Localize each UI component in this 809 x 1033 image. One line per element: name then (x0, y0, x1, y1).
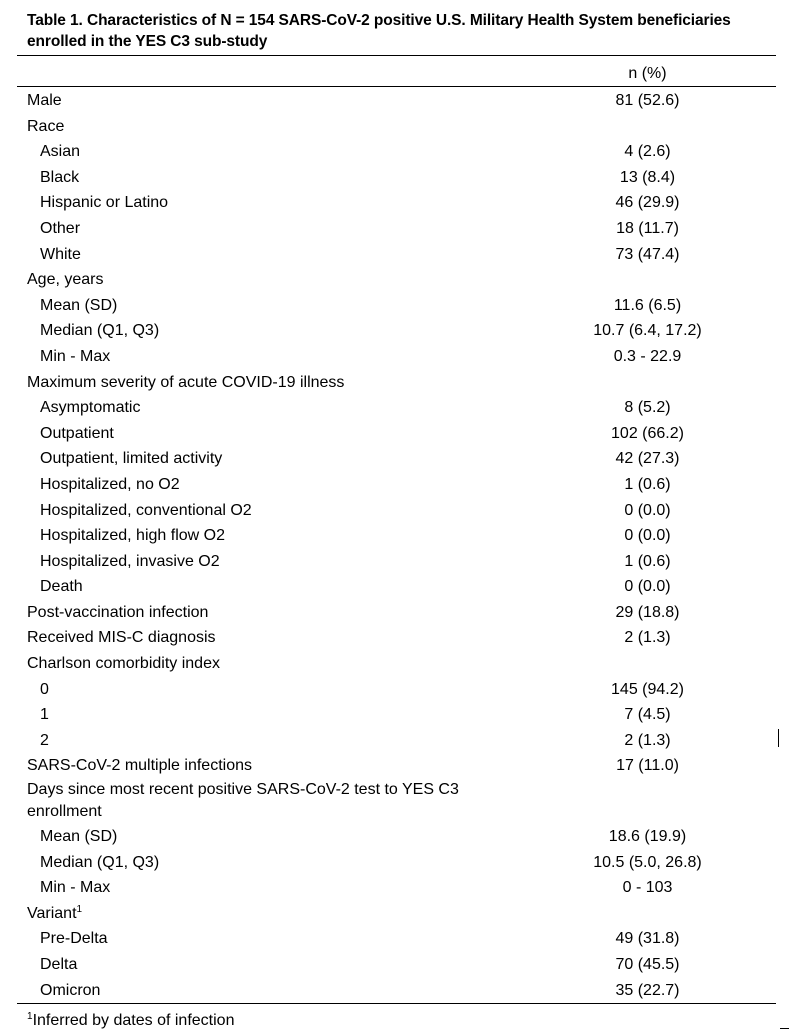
bottom-rule (17, 1003, 776, 1004)
row-label: Hospitalized, no O2 (40, 475, 180, 493)
row-label: Days since most recent positive SARS-CoV-2 test to YES C3 enrollment (27, 781, 459, 821)
table-row (17, 779, 777, 824)
row-value: 0 (0.0) (624, 578, 671, 596)
row-label: Death (40, 578, 83, 596)
table-footnote (27, 1011, 234, 1031)
row-label: White (40, 245, 81, 263)
table-row (17, 523, 777, 549)
text-cursor (778, 729, 779, 747)
table-row (17, 114, 777, 140)
row-label: Race (27, 117, 65, 135)
row-value: 102 (66.2) (611, 424, 684, 442)
table-row (17, 728, 777, 754)
table-row (17, 651, 777, 677)
row-label: Hospitalized, conventional O2 (40, 501, 252, 519)
table-row (17, 242, 777, 268)
row-value: 0.3 - 22.9 (613, 347, 682, 365)
corner-mark (780, 1028, 789, 1029)
table-row (17, 165, 777, 191)
row-label: Outpatient (40, 424, 114, 442)
row-label: Post-vaccination infection (27, 603, 209, 621)
table-row (17, 216, 777, 242)
table-row (17, 574, 777, 600)
table-row (17, 549, 777, 575)
row-label: Hispanic or Latino (40, 194, 169, 212)
table-row (17, 267, 777, 293)
row-label: Male (27, 92, 62, 109)
row-label: Age, years (27, 271, 104, 289)
row-label: Delta (40, 956, 78, 973)
table-row (17, 978, 777, 1004)
table-row (17, 901, 777, 927)
row-value: 0 - 103 (622, 879, 673, 897)
top-rule (17, 55, 776, 56)
row-label: 2 (40, 731, 49, 749)
table-row (17, 395, 777, 421)
table-row (17, 625, 777, 651)
table-title: Table 1. Characteristics of N = 154 SARS-CoV-2 positive U.S. Military Health System beneficiaries enrolled in the YES C3 sub-study (27, 12, 731, 50)
footnote-marker: 1 (76, 903, 83, 915)
row-value: 2 (1.3) (624, 731, 671, 749)
row-value: 35 (22.7) (615, 981, 680, 999)
header-rule (17, 86, 776, 87)
row-label: Maximum severity of acute COVID-19 illness (27, 373, 345, 391)
table-row (17, 926, 777, 952)
table-row (17, 677, 777, 703)
table-row (17, 498, 777, 524)
table-row (17, 824, 777, 850)
row-value: 13 (8.4) (619, 168, 676, 186)
footnote-marker: 1 (27, 1011, 33, 1022)
table-row (17, 318, 777, 344)
table-row (17, 344, 777, 370)
table-row (17, 421, 777, 447)
table-row (17, 952, 777, 978)
row-label: Pre-Delta (40, 930, 108, 948)
table-row (17, 293, 777, 319)
row-label: Min - Max (40, 347, 111, 365)
row-value: 73 (47.4) (615, 245, 680, 263)
row-value: 46 (29.9) (615, 194, 680, 212)
row-value: 11.6 (6.5) (613, 296, 682, 314)
row-value: 10.5 (5.0, 26.8) (593, 853, 702, 871)
row-label: Outpatient, limited activity (40, 450, 223, 468)
row-value: 17 (11.0) (616, 757, 679, 775)
row-value: 29 (18.8) (615, 603, 680, 621)
row-label: 0 (40, 680, 49, 698)
row-value: 2 (1.3) (624, 629, 671, 647)
row-label: Charlson comorbidity index (27, 655, 220, 673)
row-value: 81 (52.6) (615, 92, 680, 109)
row-value: 49 (31.8) (615, 930, 680, 948)
row-label: Min - Max (40, 879, 111, 897)
row-label: Omicron (40, 981, 101, 999)
row-label: Hospitalized, invasive O2 (40, 552, 220, 570)
row-label: Other (40, 219, 81, 237)
row-label: Black (40, 168, 80, 186)
row-value: 4 (2.6) (624, 143, 671, 161)
row-value: 0 (0.0) (624, 527, 671, 545)
row-value: 7 (4.5) (624, 706, 671, 724)
table-row (17, 370, 777, 396)
table-row (17, 472, 777, 498)
table-row (17, 446, 777, 472)
row-value: 8 (5.2) (624, 399, 671, 417)
table-row (17, 88, 777, 114)
row-value: 18.6 (19.9) (608, 828, 687, 846)
row-value: 1 (0.6) (624, 475, 671, 493)
table-row (17, 875, 777, 901)
row-label: Mean (SD) (40, 296, 118, 314)
variant-label-text: Variant (27, 904, 77, 922)
row-label: Mean (SD) (40, 828, 118, 846)
table-row (17, 850, 777, 876)
table-row (17, 753, 777, 779)
table-row (17, 190, 777, 216)
table-row (17, 702, 777, 728)
row-label: Median (Q1, Q3) (40, 322, 160, 340)
row-label: Asian (40, 143, 81, 161)
row-value: 70 (45.5) (615, 956, 680, 973)
row-label: Hospitalized, high flow O2 (40, 527, 225, 545)
row-value: 0 (0.0) (624, 501, 671, 519)
table-row (17, 139, 777, 165)
row-label: Received MIS-C diagnosis (27, 629, 216, 647)
row-value: 10.7 (6.4, 17.2) (593, 322, 702, 340)
row-label: Median (Q1, Q3) (40, 853, 160, 871)
row-value: 145 (94.2) (611, 680, 684, 698)
table-row (17, 600, 777, 626)
row-value: 18 (11.7) (616, 219, 679, 237)
row-label (27, 901, 82, 927)
row-label: 1 (40, 706, 49, 724)
row-label: Asymptomatic (40, 399, 141, 417)
footnote-text: Inferred by dates of infection (32, 1012, 235, 1029)
row-value: 42 (27.3) (615, 450, 680, 468)
table-body (17, 88, 777, 1003)
row-value: 1 (0.6) (624, 552, 671, 570)
column-header-n-percent: n (%) (628, 65, 667, 82)
row-label: SARS-CoV-2 multiple infections (27, 757, 252, 775)
